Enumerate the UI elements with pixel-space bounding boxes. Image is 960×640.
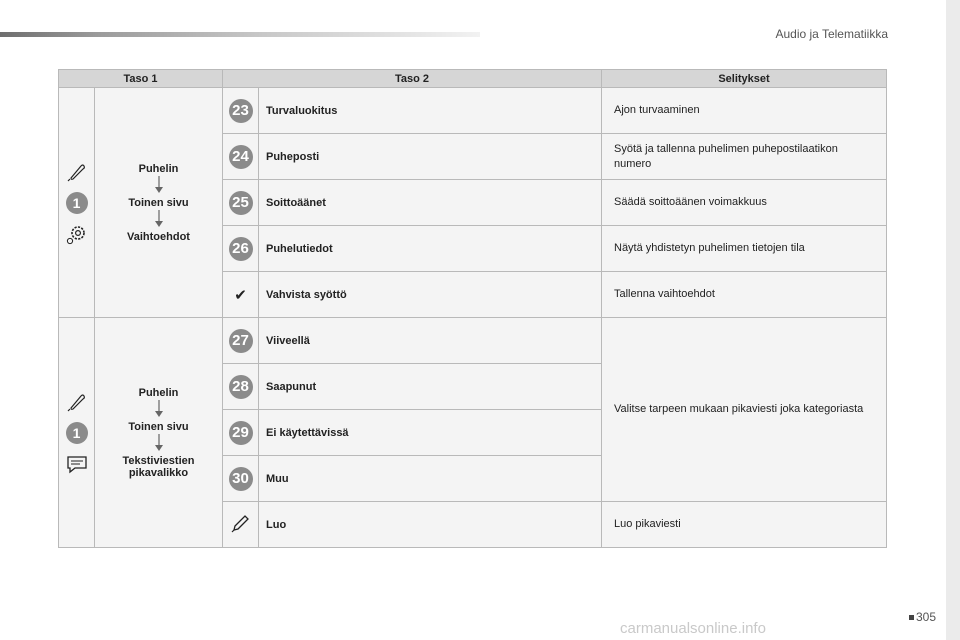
path-item: Vaihtoehdot [127, 230, 190, 243]
marker-badge: 28 [229, 375, 253, 399]
marker-cell [223, 456, 259, 502]
table-row [59, 318, 887, 364]
level1-path-cell [95, 88, 223, 318]
table-row [59, 88, 887, 134]
path-item: Tekstiviestien pikavalikko [122, 454, 195, 479]
option-name: Turvaluokitus [259, 88, 602, 134]
level1-icons-cell [59, 88, 95, 318]
option-desc: Näytä yhdistetyn puhelimen tietojen tila [602, 226, 887, 272]
option-desc: Syötä ja tallenna puhelimen puhepostilaatikon numero [602, 134, 887, 180]
marker-cell [223, 134, 259, 180]
checkmark-icon: ✔ [234, 286, 247, 304]
page-dot-icon [909, 615, 914, 620]
sms-message-icon [65, 452, 89, 476]
marker-cell [223, 272, 259, 318]
marker-cell [223, 502, 259, 548]
col-header-level1: Taso 1 [59, 70, 223, 88]
phone-icon [65, 390, 89, 414]
level-badge: 1 [66, 192, 88, 214]
marker-cell [223, 410, 259, 456]
marker-badge: 24 [229, 145, 253, 169]
menu-table [58, 69, 887, 548]
page-number-text: 305 [915, 610, 936, 624]
col-header-explanations: Selitykset [602, 70, 887, 88]
marker-badge: 25 [229, 191, 253, 215]
phone-icon [65, 160, 89, 184]
marker-badge: 29 [229, 421, 253, 445]
level1-path-cell [95, 318, 223, 548]
page-number [909, 610, 936, 624]
down-arrow-icon [152, 434, 166, 452]
option-name: Saapunut [259, 364, 602, 410]
col-header-level2: Taso 2 [223, 70, 602, 88]
marker-badge: 27 [229, 329, 253, 353]
path-item: Toinen sivu [128, 196, 189, 209]
marker-badge: 30 [229, 467, 253, 491]
option-name: Puhelutiedot [259, 226, 602, 272]
header-gradient-bar [0, 32, 480, 37]
option-name: Ei käytettävissä [259, 410, 602, 456]
option-name: Soittoäänet [259, 180, 602, 226]
option-desc: Ajon turvaaminen [602, 88, 887, 134]
pen-icon [231, 513, 251, 533]
down-arrow-icon [152, 210, 166, 228]
option-desc: Tallenna vaihtoehdot [602, 272, 887, 318]
marker-badge: 23 [229, 99, 253, 123]
marker-cell [223, 88, 259, 134]
option-desc-shared: Valitse tarpeen mukaan pikaviesti joka kategoriasta [602, 318, 887, 502]
path-item: Toinen sivu [128, 420, 189, 433]
option-name: Vahvista syöttö [259, 272, 602, 318]
level-badge: 1 [66, 422, 88, 444]
table-header-row [59, 70, 887, 88]
marker-cell [223, 318, 259, 364]
watermark: carmanualsonline.info [620, 620, 766, 637]
section-title: Audio ja Telematiikka [775, 27, 888, 41]
settings-gear-icon [65, 222, 89, 246]
option-desc: Säädä soittoäänen voimakkuus [602, 180, 887, 226]
marker-cell [223, 364, 259, 410]
path-item: Puhelin [138, 162, 179, 175]
down-arrow-icon [152, 176, 166, 194]
option-desc: Luo pikaviesti [602, 502, 887, 548]
down-arrow-icon [152, 400, 166, 418]
page-edge-strip [946, 0, 960, 640]
option-name: Luo [259, 502, 602, 548]
level1-icons-cell [59, 318, 95, 548]
marker-cell [223, 180, 259, 226]
marker-cell [223, 226, 259, 272]
option-name: Muu [259, 456, 602, 502]
option-name: Viiveellä [259, 318, 602, 364]
option-name: Puheposti [259, 134, 602, 180]
marker-badge: 26 [229, 237, 253, 261]
path-item: Puhelin [138, 386, 179, 399]
